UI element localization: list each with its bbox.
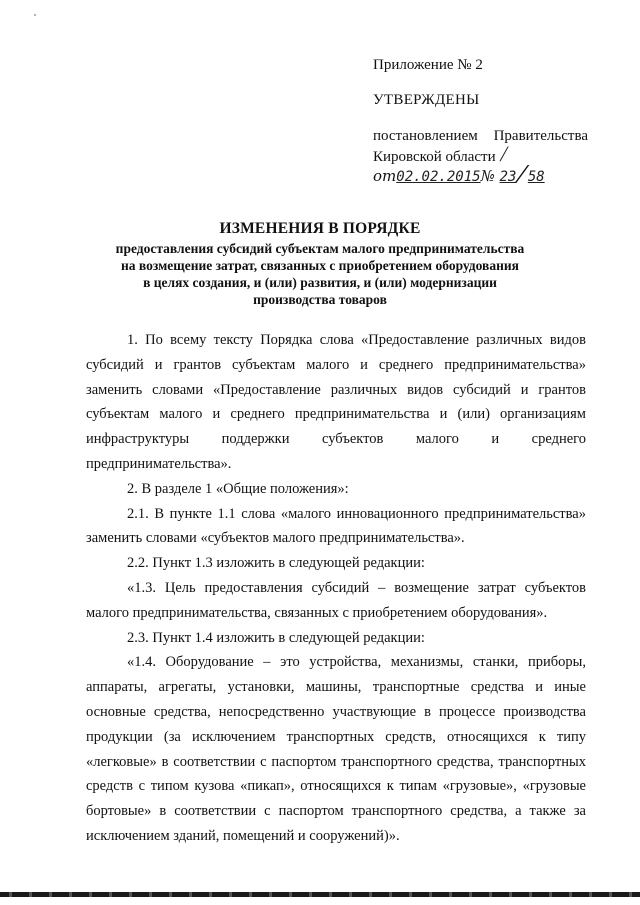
decree-region-label: Кировской области [373, 149, 496, 165]
subtitle-line-1: предоставления субсидий субъектам малого предпринимательства [115, 241, 525, 256]
paragraph-2-1: 2.1. В пункте 1.1 слова «малого инновационного предпринимательства» заменить словами «субъектов малого предпринимательства». [86, 505, 586, 547]
bottom-border-rule [0, 892, 640, 897]
paragraph-2-3: 2.3. Пункт 1.4 изложить в следующей редакции: [127, 629, 425, 646]
handwritten-mark: / [498, 141, 511, 166]
subtitle-line-3: в целях создания, и (или) развития, и (или) модернизации [143, 275, 497, 290]
paragraph-2: 2. В разделе 1 «Общие положения»: [127, 480, 349, 497]
approved-label: УТВЕРЖДЕНЫ [373, 92, 480, 108]
decree-by-label: постановлением [373, 128, 478, 144]
decree-reference [373, 127, 588, 186]
document-subtitle [60, 240, 580, 308]
paragraph-2-2: 2.2. Пункт 1.3 изложить в следующей редакции: [127, 555, 425, 572]
decree-number-sign: № [480, 167, 495, 185]
number-separator: / [515, 162, 529, 187]
scan-speck [34, 14, 36, 16]
decree-line-2 [373, 141, 588, 166]
decree-line-3 [373, 162, 588, 187]
document-body [86, 328, 586, 849]
paragraph-1-3-text: «1.3. Цель предоставления субсидий – возмещение затрат субъектов малого предпринимательства, связанных с приобретением оборудования». [86, 579, 586, 621]
decree-line-1 [373, 127, 588, 145]
subtitle-line-2: на возмещение затрат, связанных с приобретением оборудования [121, 258, 519, 273]
decree-number-b: 58 [527, 169, 545, 185]
paragraph-1-4-text: «1.4. Оборудование – это устройства, механизмы, станки, приборы, аппараты, агрегаты, установки, машины, транспортные средства и иные основные средства, непосредственно участвующие в процессе производства продукции (за исключением транспортных средств, относящихся к типу «легковые» в соответствии с паспортом транспортного средства, транспортных средств с типом кузова «пикап», относящихся к типам «грузовые», «грузовые бортовые» в соответствии с паспортом транспортного средства, а также за исключением зданий, помещений и сооружений)». [86, 654, 586, 844]
decree-from-prefix: от [373, 167, 397, 185]
decree-government-label: Правительства [493, 128, 588, 144]
paragraph-1: 1. По всему тексту Порядка слова «Предоставление различных видов субсидий и грантов субъектам малого и среднего предпринимательства» заменить словами «Предоставление различных видов субсидий и грантов субъектам малого и среднего предпринимательства и (или) организациям инфраструктуры поддержки субъектов малого и среднего предпринимательства». [86, 332, 586, 472]
appendix-label: Приложение № 2 [373, 57, 483, 73]
decree-number-a: 23 [499, 169, 517, 185]
decree-date: 02.02.2015 [396, 169, 481, 185]
document-title: ИЗМЕНЕНИЯ В ПОРЯДКЕ [219, 220, 421, 237]
subtitle-line-4: производства товаров [253, 292, 387, 307]
approval-block [373, 56, 588, 186]
document-title-block [60, 220, 580, 308]
